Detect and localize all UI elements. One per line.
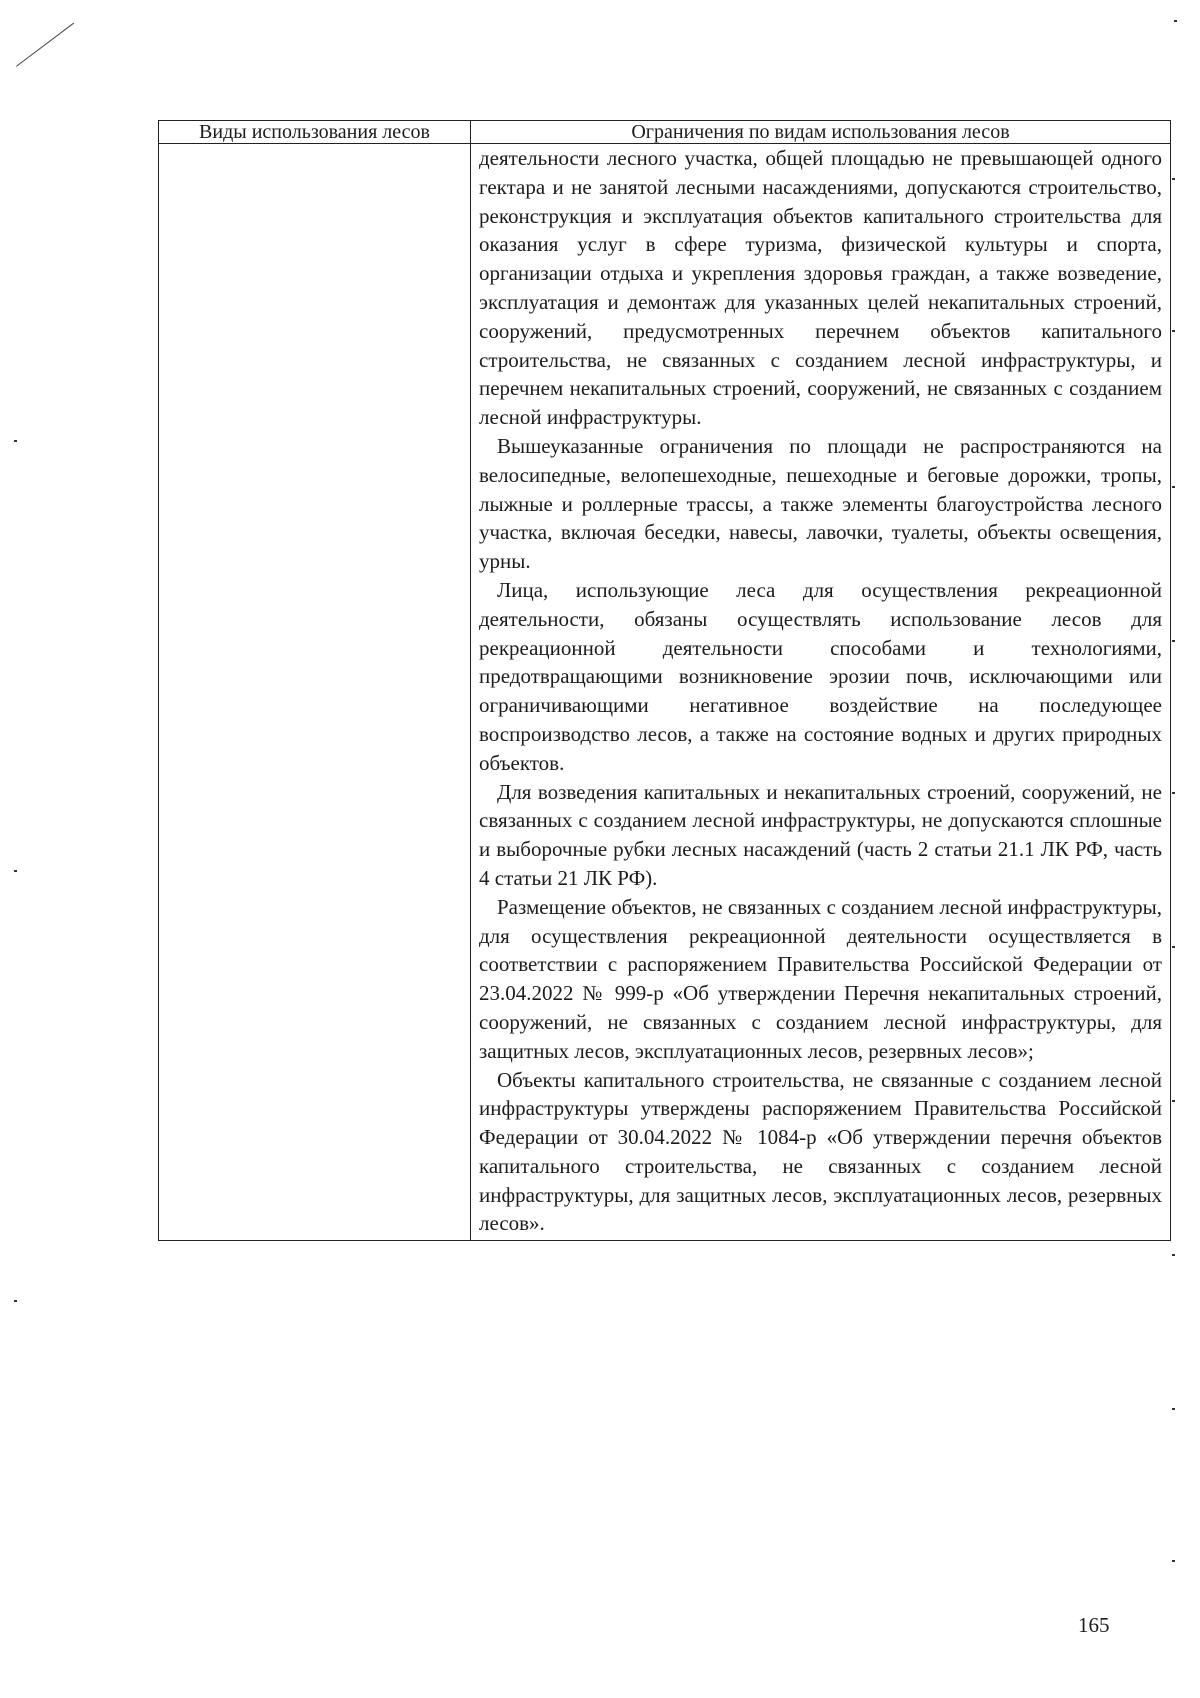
scan-speck	[1172, 946, 1175, 948]
scan-speck	[1172, 486, 1175, 488]
page-number: 165	[1078, 1613, 1110, 1637]
table-row	[159, 144, 1171, 1241]
restriction-paragraph: Вышеуказанные ограничения по площади не распространяются на велосипедные, велопешеходные, пешеходные и беговые дорожки, тропы, лыжные и роллерные трассы, а также элементы благоустройства лесного участка, включая беседки, навесы, лавочки, туалеты, объекты освещения, урны.	[479, 433, 1162, 574]
header-forest-use-types: Виды использования лесов	[159, 121, 471, 144]
restriction-paragraph: Лица, использующие леса для осуществления рекреационной деятельности, обязаны осуществлять использование лесов для рекреационной деятельности способами и технологиями, предотвращающими возникновение эрозии почв, исключающими или ограничивающими негативное воздействие на последующее воспроизводство лесов, а также на состояние водных и других природных объектов.	[479, 577, 1162, 775]
forest-use-restrictions-table	[158, 120, 1171, 1241]
scan-speck	[1172, 178, 1175, 180]
scan-speck	[1174, 20, 1177, 22]
header-restrictions: Ограничения по видам использования лесов	[471, 121, 1171, 144]
scan-speck	[1172, 640, 1175, 642]
scan-speck	[14, 1300, 17, 1302]
forest-use-type-cell	[159, 144, 471, 1241]
restrictions-cell	[471, 144, 1171, 1241]
scan-speck	[1172, 1408, 1175, 1410]
scan-speck	[1172, 1254, 1175, 1256]
scan-speck	[1172, 1100, 1175, 1102]
scan-pen-stroke	[16, 23, 74, 67]
restriction-paragraph: деятельности лесного участка, общей площадью не превышающей одного гектара и не занятой лесными насаждениями, допускаются строительство, реконструкция и эксплуатация объектов капитального строительства для оказания услуг в сфере туризма, физической культуры и спорта, организации отдыха и укрепления здоровья граждан, а также возведение, эксплуатация и демонтаж для указанных целей некапитальных строений, сооружений, предусмотренных перечнем объектов капитального строительства, не связанных с созданием лесной инфраструктуры, и перечнем некапитальных строений, сооружений, не связанных с созданием лесной инфраструктуры.	[479, 146, 1162, 430]
restriction-paragraph: Для возведения капитальных и некапитальных строений, сооружений, не связанных с созданием лесной инфраструктуры, не допускаются сплошные и выборочные рубки лесных насаждений (часть 2 статьи 21.1 ЛК РФ, часть 4 статьи 21 ЛК РФ).	[479, 779, 1162, 890]
scan-speck	[1172, 1560, 1175, 1562]
scan-speck	[14, 440, 17, 442]
restriction-paragraph: Размещение объектов, не связанных с созданием лесной инфраструктуры, для осуществления рекреационной деятельности осуществляется в соответствии с распоряжением Правительства Российской Федерации от 23.04.2022 № 999-р «Об утверждении Перечня некапитальных строений, сооружений, не связанных с созданием лесной инфраструктуры, для защитных лесов, эксплуатационных лесов, резервных лесов»;	[479, 894, 1162, 1063]
table-header-row	[159, 121, 1171, 144]
scan-speck	[1172, 792, 1175, 794]
scan-speck	[14, 870, 17, 872]
restriction-paragraph: Объекты капитального строительства, не связанные с созданием лесной инфраструктуры утверждены распоряжением Правительства Российской Федерации от 30.04.2022 № 1084-р «Об утверждении перечня объектов капитального строительства, не связанных с созданием лесной инфраструктуры, для защитных лесов, эксплуатационных лесов, резервных лесов».	[479, 1067, 1162, 1236]
scan-speck	[1172, 330, 1175, 332]
